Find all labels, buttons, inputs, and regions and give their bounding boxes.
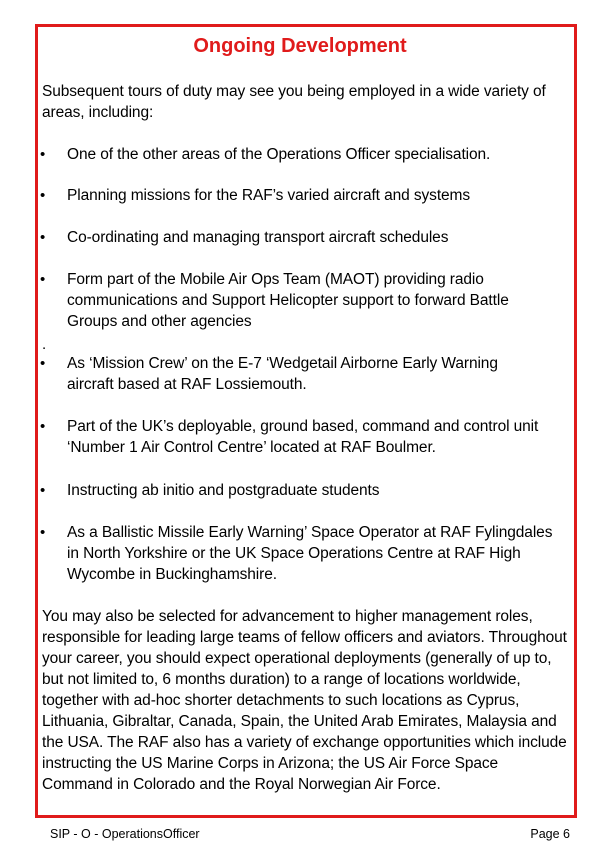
bullet-item-7: Instructing ab initio and postgraduate students — [67, 482, 380, 499]
closing-paragraph: You may also be selected for advancement to higher management roles, responsible for leading large teams of fellow officers and aviators. Throughout your career, you should expect operational deployments (generally of up to, but not limited to, 6 months duration) to a range of locations worldwide, together with ad-hoc shorter detachments to such locations as Cyprus, Lithuania, Gibraltar, Canada, Spain, the United Arab Emirates, Malaysia and the USA. The RAF also has a variety of exchange opportunities which include instructing the US Marine Corps in Arizona; the US Air Force Space Command in Colorado and the Royal Norwegian Air Force. — [42, 608, 567, 793]
bullet-marker: • — [40, 355, 46, 372]
bullet-marker: • — [40, 271, 46, 288]
bullet-item-2: Planning missions for the RAF’s varied aircraft and systems — [67, 187, 471, 204]
bullet-marker: • — [40, 187, 46, 204]
bullet-marker: • — [40, 229, 46, 246]
bullet-marker: • — [40, 146, 46, 163]
bullet-item-3: Co-ordinating and managing transport aircraft schedules — [67, 229, 449, 246]
stray-period: . — [42, 336, 47, 353]
footer-page-number: Page 6 — [530, 827, 570, 841]
bullet-marker: • — [40, 524, 46, 541]
footer-document-code: SIP - O - OperationsOfficer — [50, 827, 200, 841]
bullet-item-5: As ‘Mission Crew’ on the E-7 ‘Wedgetail Airborne Early Warning aircraft based at RAF Lossiemouth. — [67, 355, 498, 393]
intro-paragraph: Subsequent tours of duty may see you being employed in a wide variety of areas, including: — [42, 83, 546, 121]
bullet-marker: • — [40, 482, 46, 499]
bullet-item-6: Part of the UK’s deployable, ground based, command and control unit ‘Number 1 Air Control Centre’ located at RAF Boulmer. — [67, 418, 539, 456]
bullet-item-1: One of the other areas of the Operations Officer specialisation. — [67, 146, 491, 163]
bullet-item-8: As a Ballistic Missile Early Warning’ Space Operator at RAF Fylingdales in North Yorkshire or the UK Space Operations Centre at RAF High Wycombe in Buckinghamshire. — [67, 524, 553, 583]
bullet-item-4: Form part of the Mobile Air Ops Team (MAOT) providing radio communications and Support Helicopter support to forward Battle Groups and other agencies — [67, 271, 509, 330]
section-title: Ongoing Development — [193, 35, 407, 57]
bullet-marker: • — [40, 418, 46, 435]
